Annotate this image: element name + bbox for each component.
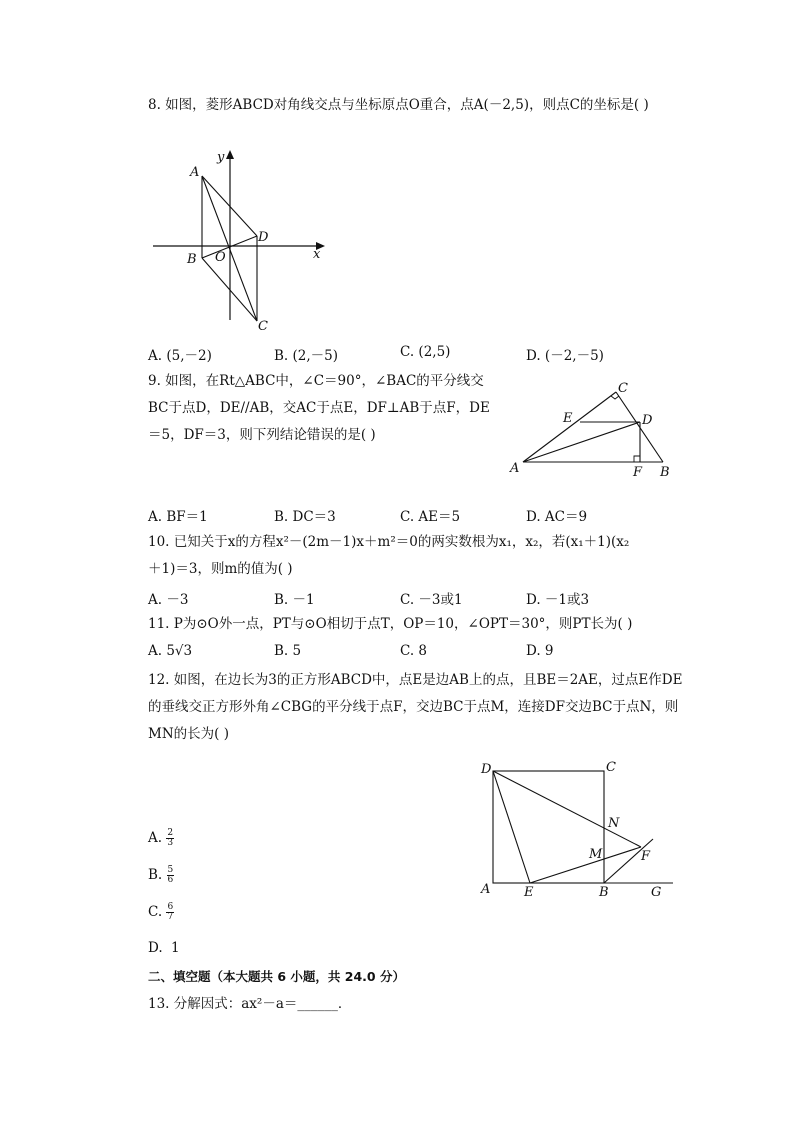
q12-label-C: C xyxy=(606,760,616,775)
q9-label-E: E xyxy=(563,411,573,426)
q11-option-b: B. 5 xyxy=(274,643,302,659)
q12-label-N: N xyxy=(608,816,620,831)
q10-option-d: D. －1或3 xyxy=(526,592,590,608)
q12-line2: 的垂线交正方形外角∠CBG的平分线于点F，交边BC于点M，连接DF交边BC于点N，则 xyxy=(148,699,679,715)
q12-label-A: A xyxy=(481,882,491,897)
q8-label-B: B xyxy=(187,252,197,267)
q12-label-G: G xyxy=(651,885,662,900)
q10-line2: ＋1)＝3，则m的值为( ) xyxy=(148,561,293,577)
q10-line1: 10. 已知关于x的方程x²－(2m－1)x＋m²＝0的两实数根为x₁，x₂，若(x₁＋1)(x₂ xyxy=(148,534,630,550)
q10-option-b: B. －1 xyxy=(274,592,315,608)
q9-line2: BC于点D，DE//AB，交AC于点E，DF⊥AB于点F，DE xyxy=(148,400,490,416)
q12-figure xyxy=(475,755,685,905)
q9-line3: ＝5，DF＝3，则下列结论错误的是( ) xyxy=(148,427,376,443)
q12-label-M: M xyxy=(589,847,603,862)
q10-option-c: C. －3或1 xyxy=(400,592,463,608)
q8-label-C: C xyxy=(258,319,268,334)
q12-option-b: B. $\frac{5}{6}$ xyxy=(148,865,174,885)
q8-option-d: D. (－2,－5) xyxy=(526,348,604,364)
q12-option-d: D. 1 xyxy=(148,940,180,956)
q11-option-d: D. 9 xyxy=(526,643,554,659)
q12-label-E: E xyxy=(524,885,534,900)
q12-option-a: A. $\frac{2}{3}$ xyxy=(148,828,174,848)
q8-option-a: A. (5,－2) xyxy=(148,348,212,364)
q11-option-a: A. 5√3 xyxy=(148,643,193,659)
q11-option-c: C. 8 xyxy=(400,643,428,659)
q12-label-D: D xyxy=(481,762,492,777)
q9-option-d: D. AC＝9 xyxy=(526,509,588,525)
q12-label-F: F xyxy=(641,849,651,864)
q9-figure xyxy=(505,378,680,483)
q8-option-b: B. (2,－5) xyxy=(274,348,339,364)
q9-label-A: A xyxy=(510,461,520,476)
q12-option-c: C. $\frac{6}{7}$ xyxy=(148,902,174,922)
q12-line3: MN的长为( ) xyxy=(148,726,229,742)
q9-line1: 9. 如图，在Rt△ABC中，∠C＝90°，∠BAC的平分线交 xyxy=(148,373,484,389)
q8-label-D: D xyxy=(258,230,269,245)
q8-label-x: x xyxy=(313,247,321,262)
section-title: 二、填空题（本大题共 6 小题，共 24.0 分） xyxy=(148,969,405,984)
q8-figure xyxy=(145,140,335,340)
q9-label-B: B xyxy=(660,465,670,480)
q9-label-D: D xyxy=(642,413,653,428)
q8-label-y: y xyxy=(217,150,225,165)
q8-text: 8. 如图，菱形ABCD对角线交点与坐标原点O重合，点A(－2,5)，则点C的坐标是( ) xyxy=(148,97,649,113)
q10-option-a: A. －3 xyxy=(148,592,189,608)
q12-label-B: B xyxy=(599,885,609,900)
q9-option-a: A. BF＝1 xyxy=(148,509,208,525)
q9-label-F: F xyxy=(633,465,643,480)
q11-text: 11. P为⊙O外一点，PT与⊙O相切于点T，OP＝10，∠OPT＝30°，则PT长为( ) xyxy=(148,616,633,632)
q8-label-A: A xyxy=(190,165,200,180)
q9-label-C: C xyxy=(618,381,628,396)
q8-option-c: C. (2,5) xyxy=(400,344,451,360)
q9-option-c: C. AE＝5 xyxy=(400,509,461,525)
q13-text: 13. 分解因式：ax²－a＝______． xyxy=(148,996,352,1012)
q8-label-O: O xyxy=(215,250,226,265)
q9-option-b: B. DC＝3 xyxy=(274,509,336,525)
q12-line1: 12. 如图，在边长为3的正方形ABCD中，点E是边AB上的点，且BE＝2AE，过点E作DE xyxy=(148,672,683,688)
